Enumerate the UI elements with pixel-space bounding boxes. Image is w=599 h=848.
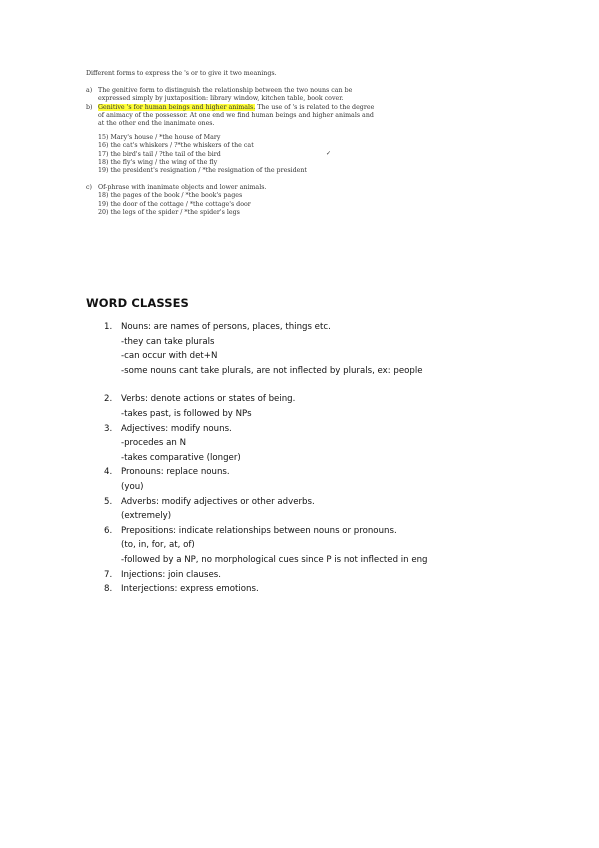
item-text: Adjectives: modify nouns. xyxy=(121,423,232,434)
item-text: Adverbs: modify adjectives or other adverbs. xyxy=(121,496,315,507)
scan-examples-b xyxy=(98,134,376,175)
item-number: 8. xyxy=(104,584,113,595)
scan-label-c: c) xyxy=(86,184,92,192)
item-number: 4. xyxy=(104,467,113,478)
section-heading: WORD CLASSES xyxy=(86,296,189,310)
item-note: -can occur with det+N xyxy=(121,351,218,362)
item-note: -procedes an N xyxy=(121,438,186,449)
item-text: Verbs: denote actions or states of being. xyxy=(121,394,296,405)
list-item xyxy=(104,495,504,510)
item-number: 1. xyxy=(104,322,113,332)
scan-block-a xyxy=(86,87,376,103)
item-note: -some nouns cant take plurals, are not inflected by plurals, ex: people xyxy=(121,365,423,376)
item-text: Nouns: are names of persons, places, things etc. xyxy=(121,322,331,332)
item-note: (you) xyxy=(121,481,144,492)
scan-intro: Different forms to express the 's or to give it two meanings. xyxy=(86,70,277,77)
scan-text-c: Of-phrase with inanimate objects and lower animals. xyxy=(98,184,267,192)
scan-block-c xyxy=(86,184,376,192)
list-item xyxy=(104,320,504,335)
item-note: (to, in, for, at, of) xyxy=(121,540,195,551)
scan-examples-c xyxy=(98,192,376,217)
item-text: Interjections: express emotions. xyxy=(121,584,259,595)
check-mark-icon: ✓ xyxy=(326,150,332,157)
word-classes-list xyxy=(104,320,504,597)
scan-example: 18) the fly's wing / the wing of the fly xyxy=(98,158,218,166)
scanned-excerpt xyxy=(86,70,376,217)
item-number: 6. xyxy=(104,525,113,536)
list-item xyxy=(104,392,504,407)
scan-example: 15) Mary's house / *the house of Mary xyxy=(98,134,221,142)
item-text: Prepositions: indicate relationships between nouns or pronouns. xyxy=(121,525,397,536)
scan-label-b: b) xyxy=(86,103,93,111)
item-note: (extremely) xyxy=(121,511,172,522)
list-item xyxy=(104,422,504,437)
scan-block-b xyxy=(86,104,376,129)
item-note: -takes comparative (longer) xyxy=(121,452,241,463)
list-item xyxy=(104,568,504,583)
scan-example: 17) the bird's tail / ?the tail of the bird xyxy=(98,150,221,158)
scan-example: 20) the legs of the spider / *the spider's legs xyxy=(98,208,240,216)
scan-example: 16) the cat's whiskers / ?*the whiskers of the cat xyxy=(98,142,254,150)
scan-example: 19) the door of the cottage / *the cottage's door xyxy=(98,200,251,208)
list-item xyxy=(104,524,504,539)
scan-text-b: The use of 's is related to the degree of animacy of the possessor. At one end we find human beings and higher animals and at the other end the inanimate ones. xyxy=(98,103,375,128)
item-number: 5. xyxy=(104,496,113,507)
item-note: -followed by a NP, no morphological cues since P is not inflected in eng xyxy=(121,554,428,565)
scan-example: 19) the president's resignation / *the resignation of the president xyxy=(98,167,307,175)
item-text: Injections: join clauses. xyxy=(121,569,221,580)
scan-label-a: a) xyxy=(86,87,93,95)
item-number: 2. xyxy=(104,394,113,405)
item-text: Pronouns: replace nouns. xyxy=(121,467,230,478)
list-item xyxy=(104,465,504,480)
item-number: 7. xyxy=(104,569,113,580)
highlighted-text: Genitive 's for human beings and higher animals. xyxy=(98,103,256,111)
scan-text-a: The genitive form to distinguish the relationship between the two nouns can be expressed simply by juxtaposition: library window, kitchen table, book cover. xyxy=(98,87,353,103)
item-note: -takes past, is followed by NPs xyxy=(121,408,252,419)
scan-example: 18) the pages of the book / *the book's pages xyxy=(98,192,243,200)
list-item xyxy=(104,582,504,597)
item-number: 3. xyxy=(104,423,113,434)
item-note: -they can take plurals xyxy=(121,336,215,347)
